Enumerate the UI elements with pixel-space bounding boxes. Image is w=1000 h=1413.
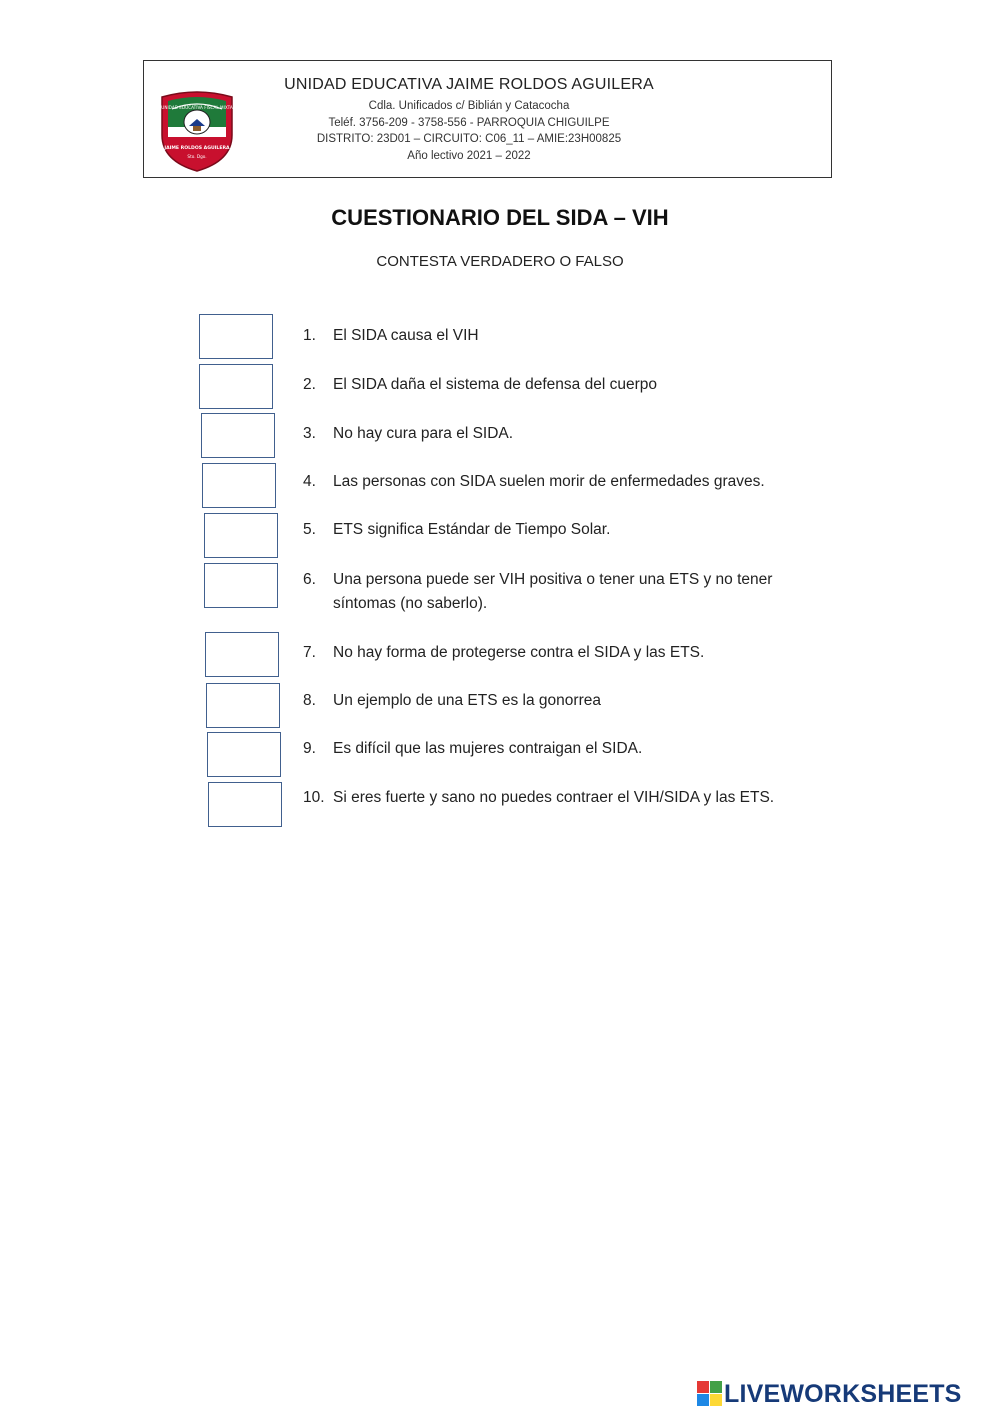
question-number: 2.: [303, 376, 316, 393]
school-header: [143, 60, 832, 178]
school-phone: Teléf. 3756-209 - 3758-556 - PARROQUIA CHIGUILPE: [328, 116, 610, 129]
answer-box-1[interactable]: [199, 314, 273, 359]
school-district: DISTRITO: 23D01 – CIRCUITO: C06_11 – AMIE:23H00825: [316, 133, 622, 145]
question-number: 4.: [303, 473, 316, 490]
question-number: 7.: [303, 644, 316, 661]
question-number: 6.: [303, 571, 316, 588]
question-text: Las personas con SIDA suelen morir de enfermedades graves.: [333, 473, 765, 490]
school-address: Cdla. Unificados c/ Biblián y Catacocha: [368, 100, 570, 112]
question-text: ETS significa Estándar de Tiempo Solar.: [333, 521, 611, 538]
worksheet-title: CUESTIONARIO DEL SIDA – VIH: [331, 205, 669, 230]
answer-box-5[interactable]: [204, 513, 278, 558]
question-number: 5.: [303, 521, 316, 538]
school-crest-logo: [156, 89, 238, 173]
answer-box-6[interactable]: [204, 563, 278, 608]
question-text: Un ejemplo de una ETS es la gonorrea: [333, 692, 601, 709]
question-number: 3.: [303, 425, 316, 442]
question-text: El SIDA daña el sistema de defensa del cuerpo: [333, 376, 657, 393]
answer-box-9[interactable]: [207, 732, 281, 777]
crest-top-text: UNIDAD EDUCATIVA FISCAL MIXTA: [161, 105, 233, 110]
worksheet-instruction: CONTESTA VERDADERO O FALSO: [376, 253, 624, 270]
crest-footer-text: Sto. Dgo.: [187, 154, 207, 159]
answer-box-3[interactable]: [201, 413, 275, 458]
answer-box-10[interactable]: [208, 782, 282, 827]
question-number: 9.: [303, 740, 316, 757]
liveworksheets-brand: LIVEWORKSHEETS: [724, 1380, 962, 1408]
question-text: No hay cura para el SIDA.: [333, 425, 514, 442]
crest-bottom-text: JAIME ROLDOS AGUILERA: [164, 146, 230, 151]
school-year: Año lectivo 2021 – 2022: [407, 149, 531, 162]
question-text: El SIDA causa el VIH: [333, 327, 479, 344]
answer-box-7[interactable]: [205, 632, 279, 677]
header-text-block: [274, 61, 664, 164]
liveworksheets-logo: [697, 1379, 997, 1409]
answer-box-8[interactable]: [206, 683, 280, 728]
question-text: Si eres fuerte y sano no puedes contraer el VIH/SIDA y las ETS.: [333, 789, 775, 806]
liveworksheets-icon: [697, 1381, 723, 1407]
question-number: 10.: [303, 789, 325, 806]
question-text: Es difícil que las mujeres contraigan el SIDA.: [333, 740, 643, 757]
question-text: No hay forma de protegerse contra el SIDA y las ETS.: [333, 644, 705, 661]
question-number: 8.: [303, 692, 316, 709]
answer-box-2[interactable]: [199, 364, 273, 409]
answer-box-4[interactable]: [202, 463, 276, 508]
question-text: Una persona puede ser VIH positiva o tener una ETS y no tener síntomas (no saberlo).: [333, 571, 773, 612]
school-name: UNIDAD EDUCATIVA JAIME ROLDOS AGUILERA: [284, 76, 654, 93]
question-number: 1.: [303, 327, 316, 344]
